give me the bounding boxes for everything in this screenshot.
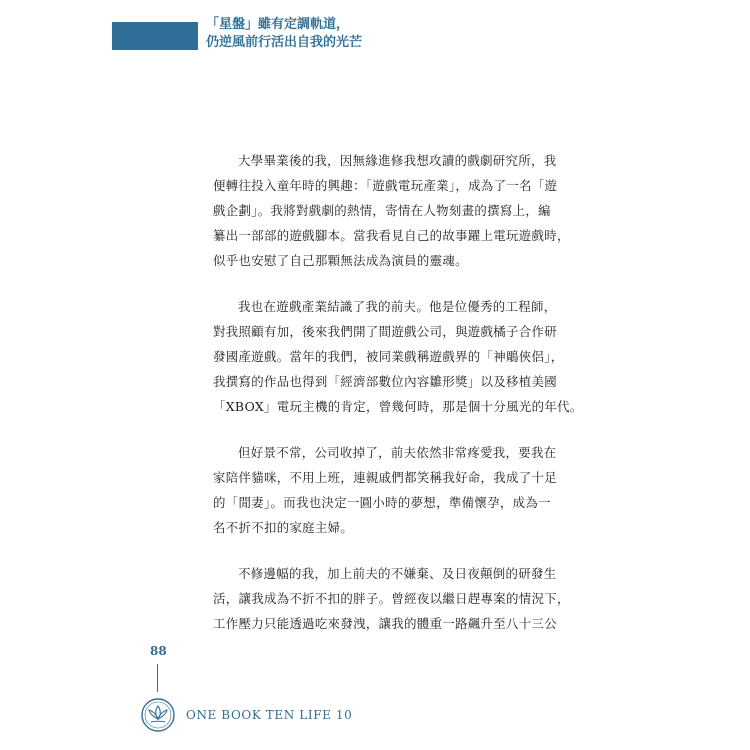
text-line: 「XBOX」電玩主機的肯定，曾幾何時，那是個十分風光的年代。 <box>213 399 583 414</box>
chapter-heading <box>206 16 362 52</box>
page-number: 88 <box>150 644 167 658</box>
text-line: 我也在遊戲產業結識了我的前夫。他是位優秀的工程師， <box>238 299 557 314</box>
paragraph-4 <box>213 561 573 636</box>
text-line: 對我照顧有加，後來我們開了間遊戲公司，與遊戲橘子合作研 <box>213 324 557 339</box>
chapter-heading-line-1: 「星盤」雖有定調軌道， <box>206 17 350 32</box>
text-line: 家陪伴貓咪，不用上班，連親戚們都笑稱我好命，我成了十足 <box>213 470 557 485</box>
text-line: 工作壓力只能透過吃來發洩，讓我的體重一路飆升至八十三公 <box>213 616 557 631</box>
text-line: 名不折不扣的家庭主婦。 <box>213 520 354 535</box>
text-line: 戲企劃」。我將對戲劇的熱情，寄情在人物刻畫的撰寫上，編 <box>213 203 551 218</box>
header-color-band <box>112 22 198 50</box>
text-line: 似乎也安慰了自己那顆無法成為演員的靈魂。 <box>213 253 468 268</box>
paragraph-2 <box>213 294 583 419</box>
chapter-heading-line-2: 仍逆風前行活出自我的光芒 <box>206 35 363 50</box>
text-line: 活，讓我成為不折不扣的胖子。曾經夜以繼日趕專案的情況下， <box>213 591 570 606</box>
footer-divider <box>157 664 158 692</box>
text-line: 便轉往投入童年時的興趣：「遊戲電玩產業」，成為了一名「遊 <box>213 178 558 193</box>
text-line: 的「閒妻」。而我也決定一圓小時的夢想，準備懷孕，成為一 <box>213 495 551 510</box>
lotus-emblem-icon <box>140 697 176 733</box>
text-line: 發國產遊戲。當年的我們，被同業戲稱遊戲界的「神鵰俠侶」， <box>213 349 564 364</box>
text-line: 我撰寫的作品也得到「經濟部數位內容雛形獎」以及移植美國 <box>213 374 557 389</box>
text-line: 不修邊幅的我，加上前夫的不嫌棄、及日夜顛倒的研發生 <box>238 566 557 581</box>
paragraph-3 <box>213 440 573 540</box>
text-line: 大學畢業後的我，因無緣進修我想攻讀的戲劇研究所，我 <box>238 153 557 168</box>
paragraph-1 <box>213 148 573 273</box>
text-line: 纂出一部部的遊戲腳本。當我看見自己的故事躍上電玩遊戲時， <box>213 228 570 243</box>
text-line: 但好景不常，公司收掉了，前夫依然非常疼愛我，要我在 <box>238 445 557 460</box>
body-text <box>213 148 583 657</box>
footer-brand: ONE BOOK TEN LIFE 10 <box>186 708 353 722</box>
